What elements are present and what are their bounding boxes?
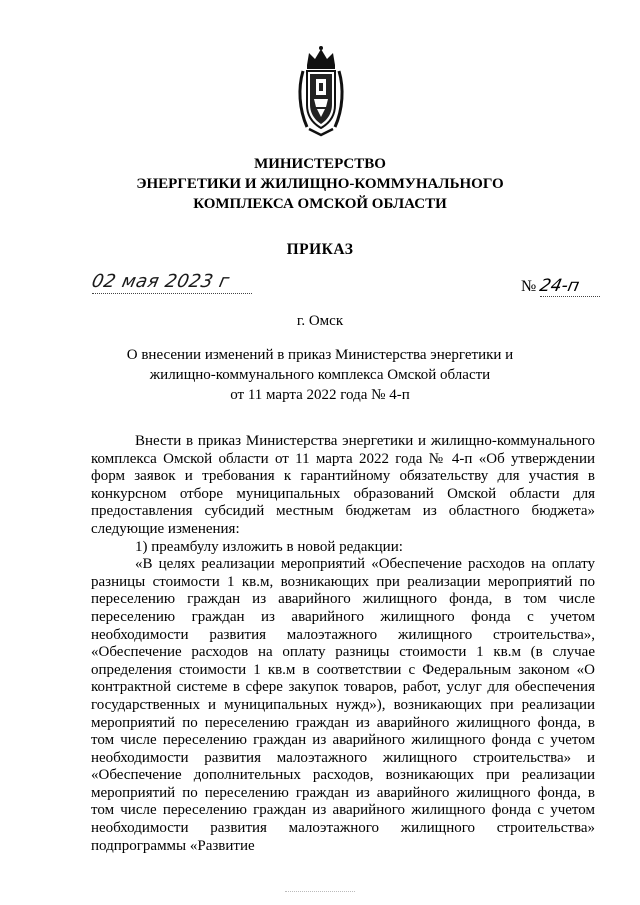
document-number bbox=[521, 276, 582, 296]
city: г. Омск bbox=[296, 313, 344, 329]
handwritten-date: 02 мая 2023 г bbox=[89, 271, 232, 292]
date-underline bbox=[92, 293, 252, 294]
ministry-line-2: ЭНЕРГЕТИКИ И ЖИЛИЩНО-КОММУНАЛЬНОГО bbox=[136, 176, 504, 192]
document-body bbox=[91, 433, 595, 855]
document-subject bbox=[80, 345, 560, 405]
body-item-1: 1) преамбулу изложить в новой редакции: bbox=[135, 538, 403, 555]
coat-of-arms-icon bbox=[297, 43, 345, 137]
subject-line-1: О внесении изменений в приказ Министерства энергетики и bbox=[126, 347, 514, 363]
subject-line-3: от 11 марта 2022 года № 4-п bbox=[230, 387, 410, 403]
ministry-line-1: МИНИСТЕРСТВО bbox=[254, 156, 386, 172]
scan-artifact bbox=[285, 891, 355, 892]
document-type: ПРИКАЗ bbox=[286, 241, 354, 258]
ministry-line-3: КОМПЛЕКСА ОМСКОЙ ОБЛАСТИ bbox=[193, 196, 447, 212]
handwritten-number: 24-п bbox=[538, 276, 582, 296]
number-underline bbox=[540, 296, 600, 297]
number-sign: № bbox=[521, 278, 537, 295]
subject-line-2: жилищно-коммунального комплекса Омской области bbox=[149, 367, 491, 383]
ministry-name bbox=[60, 154, 580, 214]
body-intro-paragraph: Внести в приказ Министерства энергетики и жилищно-коммунального комплекса Омской области от 11 марта 2022 года № 4-п «Об утверждении форм заявок и требования к гарантийному обязательству для участия в конкурсном отборе муниципальных образований Омской области для предоставления субсидий местным бюджетам из областного бюджета» следующие изменения: bbox=[91, 433, 595, 537]
body-quote-paragraph: «В целях реализации мероприятий «Обеспечение расходов на оплату разницы стоимости 1 кв.м, возникающих при реализации мероприятий по переселению граждан из аварийного жилищного фонда, в том числе переселению граждан из аварийного жилищного фонда с учетом необходимости развития малоэтажного жилищного строительства», «Обеспечение расходов на оплату разницы стоимости 1 кв.м (в случае определения стоимости 1 кв.м в соответствии с Федеральным законом «О контрактной системе в сфере закупок товаров, работ, услуг для обеспечения государственных и муниципальных нужд»), возникающих при реализации мероприятий по переселению граждан из аварийного жилищного фонда, в том числе переселению граждан из аварийного жилищного фонда с учетом необходимости развития малоэтажного жилищного строительства» и «Обеспечение дополнительных расходов, возникающих при реализации мероприятий по переселению граждан из аварийного жилищного фонда, в том числе переселению граждан из аварийного жилищного фонда с учетом необходимости развития малоэтажного жилищного строительства» подпрограммы «Развитие bbox=[91, 556, 595, 854]
